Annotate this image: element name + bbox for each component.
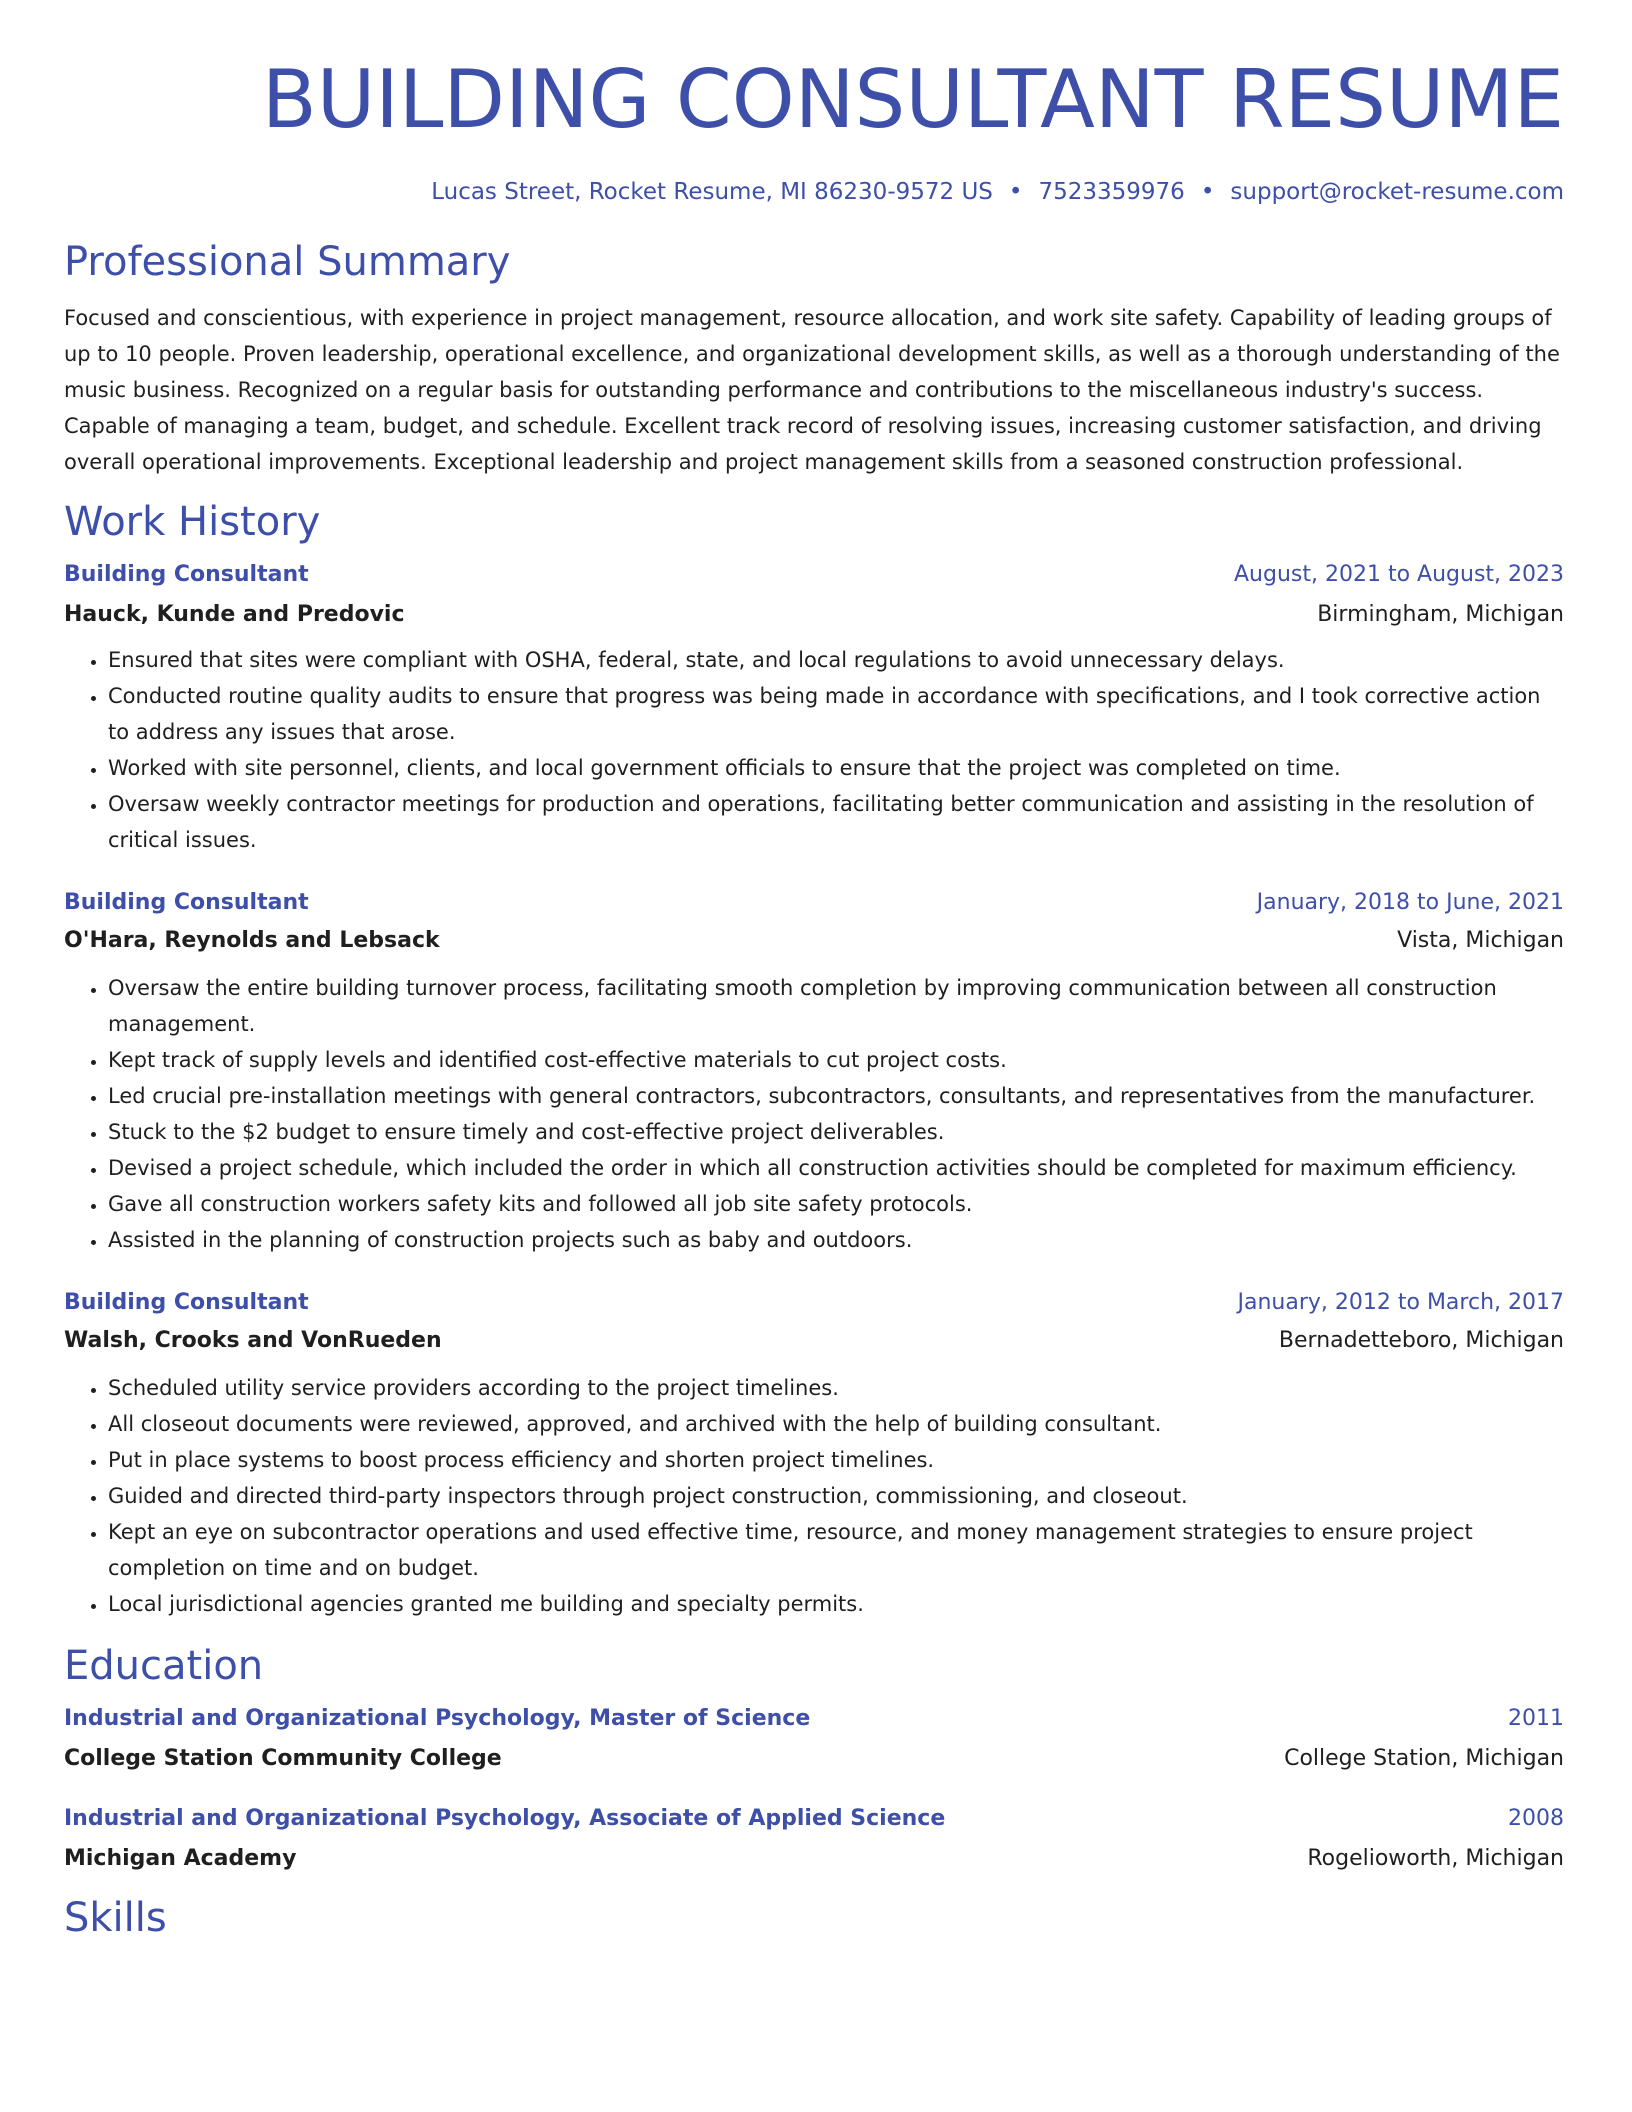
- job-bullet: • Led crucial pre-installation meetings with general contractors, subcontractors, consultants, and representatives from the manufacturer.: [108, 1078, 1564, 1114]
- contact-email: support@rocket-resume.com: [1230, 179, 1564, 205]
- contact-line: [64, 176, 1564, 208]
- summary-section: [64, 238, 1564, 480]
- job-bullet: • Assisted in the planning of construction projects such as baby and outdoors.: [108, 1222, 1564, 1258]
- education-section: [64, 1642, 1564, 1874]
- education-heading: Education: [64, 1643, 264, 1689]
- skills-heading: Skills: [64, 1895, 167, 1941]
- education-location: Rogelioworth, Michigan: [1307, 1846, 1564, 1871]
- job-bullets: [64, 1370, 1564, 1622]
- contact-phone: 7523359976: [1038, 179, 1185, 205]
- job-bullet: • Oversaw weekly contractor meetings for production and operations, facilitating better communication and assisting in the resolution of critical issues.: [108, 786, 1564, 858]
- education-location: College Station, Michigan: [1284, 1746, 1564, 1771]
- education-school: College Station Community College: [64, 1746, 502, 1771]
- job-bullet: • Scheduled utility service providers according to the project timelines.: [108, 1370, 1564, 1406]
- job-bullets: [64, 642, 1564, 858]
- job-bullet: • Conducted routine quality audits to ensure that progress was being made in accordance with specifications, and I took corrective action to address any issues that arose.: [108, 678, 1564, 750]
- education-entry: [64, 1804, 1564, 1874]
- summary-heading: Professional Summary: [64, 239, 511, 285]
- education-header: [64, 1804, 1564, 1834]
- education-school: Michigan Academy: [64, 1846, 297, 1871]
- job-bullet: • Oversaw the entire building turnover process, facilitating smooth completion by improving communication between all construction management.: [108, 970, 1564, 1042]
- job-role: Building Consultant: [64, 1290, 309, 1315]
- education-subheader: [64, 1844, 1564, 1874]
- job-company: Hauck, Kunde and Predovic: [64, 602, 405, 627]
- job-bullet: • Local jurisdictional agencies granted me building and specialty permits.: [108, 1586, 1564, 1622]
- job-entry: [64, 560, 1564, 858]
- job-bullet: • Put in place systems to boost process efficiency and shorten project timelines.: [108, 1442, 1564, 1478]
- education-header: [64, 1704, 1564, 1734]
- work-history-heading: Work History: [64, 499, 321, 545]
- resume-page: [64, 0, 1564, 1942]
- job-dates: January, 2012 to March, 2017: [1237, 1290, 1564, 1315]
- job-header: [64, 1288, 1564, 1318]
- job-bullet: • Devised a project schedule, which included the order in which all construction activities should be completed for maximum efficiency.: [108, 1150, 1564, 1186]
- education-degree: Industrial and Organizational Psychology, Associate of Applied Science: [64, 1806, 946, 1831]
- job-entry: [64, 1288, 1564, 1622]
- education-year: 2011: [1508, 1706, 1564, 1731]
- resume-title: BUILDING CONSULTANT RESUME: [261, 53, 1564, 146]
- job-entry: [64, 888, 1564, 1258]
- education-entry: [64, 1704, 1564, 1774]
- job-company: O'Hara, Reynolds and Lebsack: [64, 928, 440, 953]
- job-subheader: [64, 1326, 1564, 1356]
- job-role: Building Consultant: [64, 890, 309, 915]
- job-header: [64, 560, 1564, 590]
- job-bullets: [64, 970, 1564, 1258]
- job-header: [64, 888, 1564, 918]
- job-subheader: [64, 926, 1564, 956]
- contact-separator: •: [1008, 179, 1023, 205]
- education-degree: Industrial and Organizational Psychology, Master of Science: [64, 1706, 811, 1731]
- job-bullet: • Stuck to the $2 budget to ensure timely and cost-effective project deliverables.: [108, 1114, 1564, 1150]
- skills-section: [64, 1894, 1564, 1942]
- contact-address: Lucas Street, Rocket Resume, MI 86230-9572 US: [431, 179, 993, 205]
- job-location: Bernadetteboro, Michigan: [1278, 1328, 1564, 1353]
- job-dates: August, 2021 to August, 2023: [1234, 562, 1564, 587]
- job-bullet: • Guided and directed third-party inspectors through project construction, commissioning, and closeout.: [108, 1478, 1564, 1514]
- job-bullet: • Kept track of supply levels and identified cost-effective materials to cut project costs.: [108, 1042, 1564, 1078]
- contact-separator: •: [1200, 179, 1215, 205]
- job-subheader: [64, 600, 1564, 630]
- job-bullet: • Kept an eye on subcontractor operations and used effective time, resource, and money management strategies to ensure project completion on time and on budget.: [108, 1514, 1564, 1586]
- education-year: 2008: [1508, 1806, 1564, 1831]
- job-bullet: • All closeout documents were reviewed, approved, and archived with the help of building consultant.: [108, 1406, 1564, 1442]
- job-bullet: • Ensured that sites were compliant with OSHA, federal, state, and local regulations to avoid unnecessary delays.: [108, 642, 1564, 678]
- summary-text: Focused and conscientious, with experience in project management, resource allocation, and work site safety. Capability of leading groups of up to 10 people. Proven leadership, operational excellence, and organizational development skills, as well as a thorough understanding of the music business. Recognized on a regular basis for outstanding performance and contributions to the miscellaneous industry's success. Capable of managing a team, budget, and schedule. Excellent track record of resolving issues, increasing customer satisfaction, and driving overall operational improvements. Exceptional leadership and project management skills from a seasoned construction professional.: [64, 306, 1560, 474]
- job-company: Walsh, Crooks and VonRueden: [64, 1328, 442, 1353]
- job-bullet: • Worked with site personnel, clients, and local government officials to ensure that the project was completed on time.: [108, 750, 1564, 786]
- job-location: Birmingham, Michigan: [1317, 602, 1564, 627]
- job-bullet: • Gave all construction workers safety kits and followed all job site safety protocols.: [108, 1186, 1564, 1222]
- job-role: Building Consultant: [64, 562, 309, 587]
- job-location: Vista, Michigan: [1397, 928, 1564, 953]
- job-dates: January, 2018 to June, 2021: [1256, 890, 1564, 915]
- work-history-section: [64, 498, 1564, 1622]
- education-subheader: [64, 1744, 1564, 1774]
